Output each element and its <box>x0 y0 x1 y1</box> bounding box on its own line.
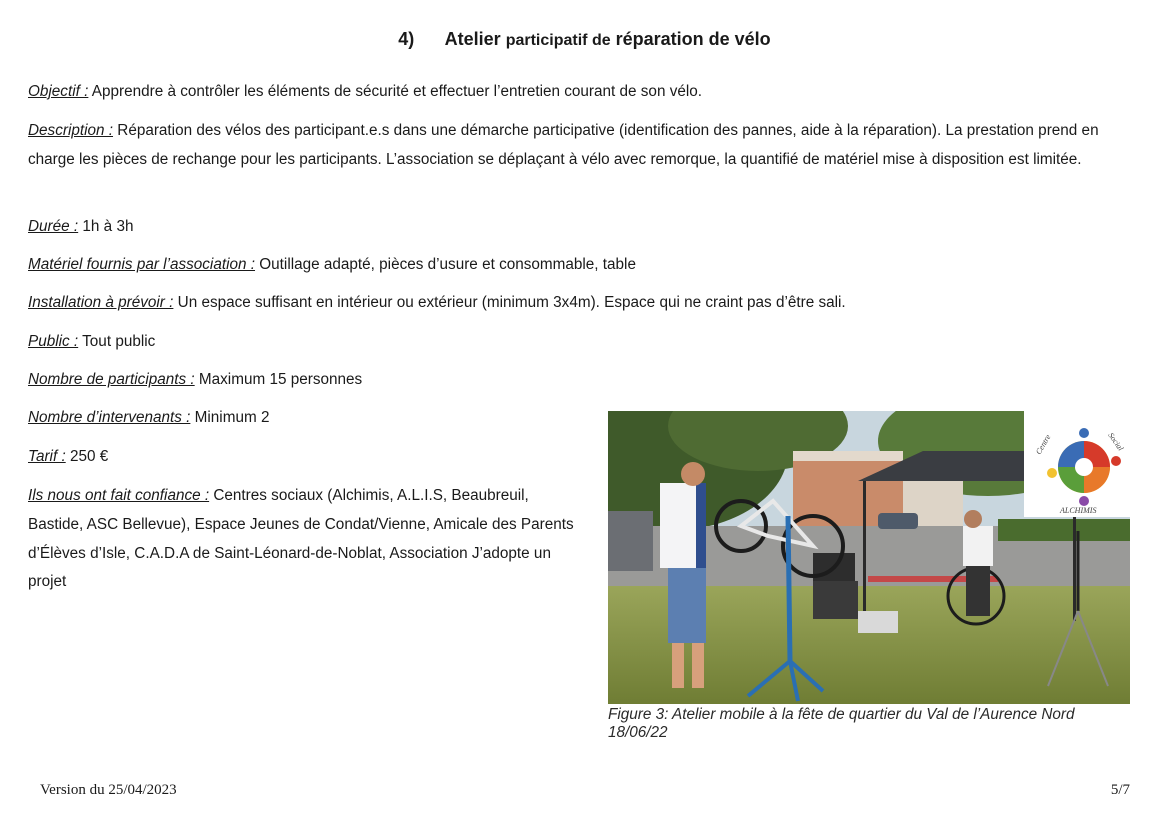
duration-label: Durée : <box>28 218 79 235</box>
installation-paragraph <box>28 289 1138 318</box>
description-paragraph <box>28 117 1138 175</box>
equipment-text: Outillage adapté, pièces d’usure et consommable, table <box>259 256 636 273</box>
logo-text-bottom: ALCHIMIS <box>1060 506 1097 515</box>
installation-text: Un espace suffisant en intérieur ou extérieur (minimum 3x4m). Espace qui ne craint pas d’être sali. <box>177 294 846 311</box>
public-text: Tout public <box>82 333 156 350</box>
staff-text: Minimum 2 <box>194 409 270 426</box>
public-label: Public : <box>28 333 79 350</box>
section-number: 4) <box>398 29 415 49</box>
section-title <box>0 29 1169 50</box>
logo-text-left: Centre <box>1033 432 1053 456</box>
equipment-paragraph <box>28 251 1138 280</box>
page-number: 5/7 <box>1110 782 1130 798</box>
participants-paragraph <box>28 366 1138 395</box>
equipment-label: Matériel fournis par l’association : <box>28 256 256 273</box>
objective-text: Apprendre à contrôler les éléments de sécurité et effectuer l’entretien courant de son vélo. <box>91 83 703 100</box>
logo-text-right: Social <box>1106 430 1126 453</box>
figure-caption: Figure 3: Atelier mobile à la fête de quartier du Val de l’Aurence Nord 18/06/22 <box>608 706 1075 741</box>
installation-label: Installation à prévoir : <box>28 294 174 311</box>
price-text: 250 € <box>69 448 109 465</box>
version-footer: Version du 25/04/2023 <box>40 782 177 798</box>
alchimis-logo <box>1024 411 1130 517</box>
duration-paragraph <box>28 213 1138 242</box>
objective-label: Objectif : <box>28 83 89 100</box>
staff-label: Nombre d’intervenants : <box>28 409 191 426</box>
title-word-2: participatif de <box>505 32 611 49</box>
public-paragraph <box>28 328 1138 357</box>
workshop-photo <box>608 411 1130 704</box>
participants-label: Nombre de participants : <box>28 371 195 388</box>
objective-paragraph <box>28 78 1138 107</box>
participants-text: Maximum 15 personnes <box>198 371 363 388</box>
description-text: Réparation des vélos des participant.e.s dans une démarche participative (identification des pannes, aide à la réparation). La prestation prend en charge les pièces de rechange pour les participants. L’association se déplaçant à vélo avec remorque, la quantifié de matériel mise à disposition est limitée. <box>28 122 1099 168</box>
description-label: Description : <box>28 122 114 139</box>
price-label: Tarif : <box>28 448 66 465</box>
duration-text: 1h à 3h <box>82 218 134 235</box>
title-word-1: Atelier <box>444 29 501 49</box>
references-label: Ils nous ont fait confiance : <box>28 487 210 504</box>
references-text: Centres sociaux (Alchimis, A.L.I.S, Beaubreuil, Bastide, ASC Bellevue), Espace Jeunes de Condat/Vienne, Amicale des Parents d’Élèves d’Isle, C.A.D.A de Saint-Léonard-de-Noblat, Association J’adopte un projet <box>28 487 574 591</box>
references-paragraph <box>28 482 588 597</box>
title-word-3: réparation de vélo <box>615 29 771 49</box>
